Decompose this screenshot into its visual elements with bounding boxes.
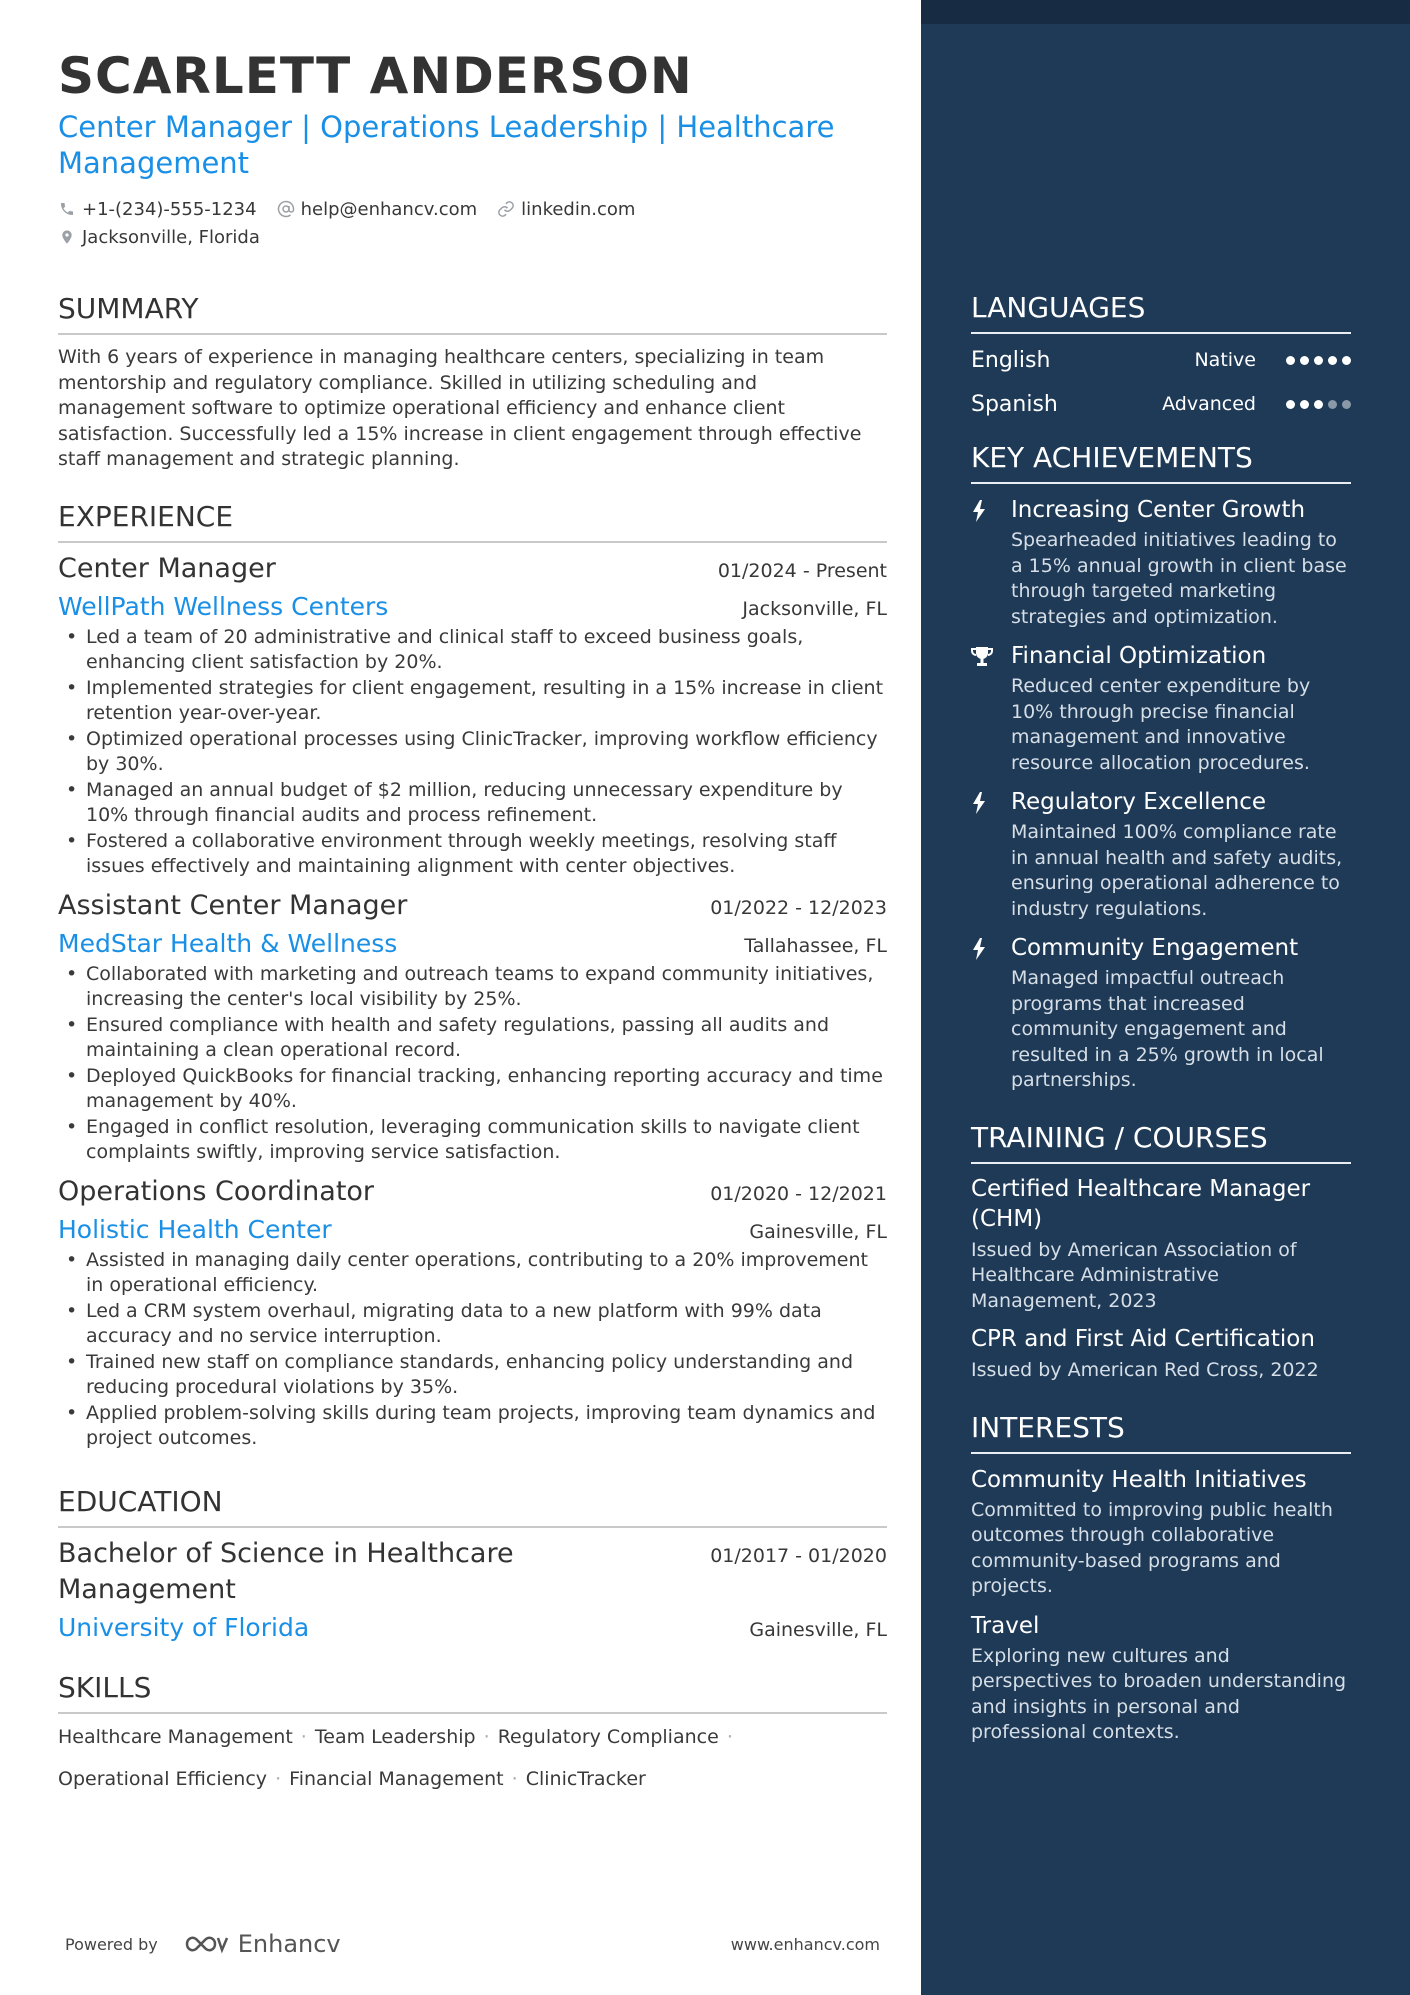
achievements-title: KEY ACHIEVEMENTS xyxy=(971,440,1351,484)
school-name: University of Florida xyxy=(58,1612,310,1642)
sidebar-top-band xyxy=(921,0,1410,24)
enhancv-brand: Enhancv xyxy=(237,1930,341,1958)
summary-text: With 6 years of experience in managing healthcare centers, specializing in team mentorship and regulatory compliance. Skilled in utilizing scheduling and management software to optimize operational efficiency and enhance client satisfaction. Successfully led a 15% increase in client engagement through effective staff management and strategic planning. xyxy=(58,346,862,470)
interest-item xyxy=(971,1464,1351,1600)
company-name: WellPath Wellness Centers xyxy=(58,591,389,621)
interest-desc: Exploring new cultures and perspectives to broaden understanding and insights in personal and professional contexts. xyxy=(971,1644,1347,1743)
enhancv-logo-icon xyxy=(184,1932,230,1956)
sidebar xyxy=(921,0,1410,1995)
bullet-item: • Applied problem-solving skills during team projects, improving team dynamics and project outcomes. xyxy=(58,1401,887,1452)
bullet-item: • Collaborated with marketing and outreach teams to expand community initiatives, increasing the center's local visibility by 25%. xyxy=(58,962,887,1013)
proficiency-dots xyxy=(1286,400,1351,409)
skill-item: Healthcare Management xyxy=(58,1725,293,1748)
bullet-item: • Deployed QuickBooks for financial tracking, enhancing reporting accuracy and time management by 40%. xyxy=(58,1064,887,1115)
headline: Center Manager | Operations Leadership | Healthcare Management xyxy=(58,110,835,180)
course-desc: Issued by American Association of Healthcare Administrative Management, 2023 xyxy=(971,1238,1297,1312)
linkedin-contact[interactable] xyxy=(497,199,635,220)
job-bullets xyxy=(58,625,887,880)
course-title: CPR and First Aid Certification xyxy=(971,1326,1315,1352)
degree-title: Bachelor of Science in Healthcare Management xyxy=(58,1537,514,1605)
bullet-item: • Led a team of 20 administrative and clinical staff to exceed business goals, enhancing client satisfaction by 20%. xyxy=(58,625,887,676)
achievement-desc: Maintained 100% compliance rate in annual health and safety audits, ensuring operational adherence to industry regulations. xyxy=(1011,821,1343,920)
bullet-item: • Ensured compliance with health and safety regulations, passing all audits and maintaining a clean operational record. xyxy=(58,1013,887,1064)
job-date: 01/2020 - 12/2021 xyxy=(710,1182,887,1205)
bolt-icon xyxy=(971,932,1011,1094)
enhancv-logo[interactable] xyxy=(184,1930,341,1958)
candidate-name: SCARLETT ANDERSON xyxy=(58,47,693,105)
experience-section xyxy=(58,499,887,1452)
footer-url[interactable]: www.enhancv.com xyxy=(730,1934,880,1954)
company-name: MedStar Health & Wellness xyxy=(58,928,398,958)
languages-title: LANGUAGES xyxy=(971,290,1351,334)
achievement-item xyxy=(971,640,1351,776)
skill-item: Financial Management xyxy=(289,1767,504,1790)
interest-item xyxy=(971,1610,1351,1746)
skill-item: Regulatory Compliance xyxy=(497,1725,719,1748)
school-location: Gainesville, FL xyxy=(749,1618,887,1641)
job-location: Tallahassee, FL xyxy=(744,934,887,957)
phone-icon xyxy=(58,200,76,218)
location-text: Jacksonville, Florida xyxy=(82,226,260,248)
achievement-item xyxy=(971,932,1351,1094)
interests-section xyxy=(971,1410,1351,1746)
trophy-icon xyxy=(971,640,1011,776)
job-bullets xyxy=(58,962,887,1166)
company-name: Holistic Health Center xyxy=(58,1214,332,1244)
achievement-desc: Reduced center expenditure by 10% through precise financial management and innovative resource allocation procedures. xyxy=(1011,675,1311,774)
job-entry xyxy=(58,888,887,1166)
interest-title: Travel xyxy=(971,1612,1040,1639)
job-title: Center Manager xyxy=(58,552,276,584)
training-title: TRAINING / COURSES xyxy=(971,1120,1351,1164)
course-item xyxy=(971,1174,1351,1315)
languages-section xyxy=(971,290,1351,426)
interests-title: INTERESTS xyxy=(971,1410,1351,1454)
bullet-item: • Optimized operational processes using ClinicTracker, improving workflow efficiency by 30%. xyxy=(58,727,887,778)
course-title: Certified Healthcare Manager (CHM) xyxy=(971,1175,1311,1232)
education-date: 01/2017 - 01/2020 xyxy=(710,1544,887,1567)
achievements-section xyxy=(971,440,1351,1094)
proficiency-dots xyxy=(1286,356,1351,365)
skills-title: SKILLS xyxy=(58,1670,887,1714)
bullet-item: • Managed an annual budget of $2 million, reducing unnecessary expenditure by 10% through financial audits and process refinement. xyxy=(58,778,887,829)
experience-title: EXPERIENCE xyxy=(58,499,887,543)
achievement-title: Financial Optimization xyxy=(1011,643,1267,669)
bullet-item: • Assisted in managing daily center operations, contributing to a 20% improvement in operational efficiency. xyxy=(58,1248,887,1299)
bullet-item: • Engaged in conflict resolution, leveraging communication skills to navigate client complaints swiftly, improving service satisfaction. xyxy=(58,1115,887,1166)
language-name: Spanish xyxy=(971,391,1058,417)
achievement-desc: Spearheaded initiatives leading to a 15% annual growth in client base through targeted marketing strategies and optimization. xyxy=(1011,529,1347,628)
skills-line: Healthcare Management · Team Leadership · Regulatory Compliance · xyxy=(58,1725,733,1748)
language-name: English xyxy=(971,347,1051,373)
contact-info xyxy=(58,195,887,251)
language-level: Advanced xyxy=(1162,393,1256,415)
achievement-title: Regulatory Excellence xyxy=(1011,789,1267,815)
job-date: 01/2024 - Present xyxy=(717,559,887,582)
job-bullets xyxy=(58,1248,887,1452)
training-section xyxy=(971,1120,1351,1384)
achievement-title: Increasing Center Growth xyxy=(1011,497,1306,523)
skills-line: Operational Efficiency · Financial Management · ClinicTracker xyxy=(58,1767,646,1790)
education-title: EDUCATION xyxy=(58,1484,887,1528)
summary-title: SUMMARY xyxy=(58,291,887,335)
bolt-icon xyxy=(971,786,1011,922)
job-location: Gainesville, FL xyxy=(749,1220,887,1243)
powered-by-label: Powered by xyxy=(65,1934,158,1954)
job-title: Assistant Center Manager xyxy=(58,889,408,921)
phone-contact xyxy=(58,199,257,220)
achievement-item xyxy=(971,786,1351,922)
job-title: Operations Coordinator xyxy=(58,1175,375,1207)
skill-item: Operational Efficiency xyxy=(58,1767,268,1790)
summary-section xyxy=(58,291,887,473)
course-desc: Issued by American Red Cross, 2022 xyxy=(971,1359,1319,1381)
bullet-item: • Trained new staff on compliance standards, enhancing policy understanding and reducing procedural violations by 35%. xyxy=(58,1350,887,1401)
job-location: Jacksonville, FL xyxy=(742,597,887,620)
education-section xyxy=(58,1484,887,1644)
interest-title: Community Health Initiatives xyxy=(971,1466,1307,1493)
bullet-item: • Fostered a collaborative environment through weekly meetings, resolving staff issues effectively and maintaining alignment with center objectives. xyxy=(58,829,887,880)
skill-item: ClinicTracker xyxy=(525,1767,646,1790)
powered-by xyxy=(65,1930,341,1958)
interest-desc: Committed to improving public health outcomes through collaborative community-based programs and projects. xyxy=(971,1498,1333,1597)
achievement-desc: Managed impactful outreach programs that increased community engagement and resulted in a 25% growth in local partnerships. xyxy=(1011,967,1324,1091)
language-item xyxy=(971,382,1351,426)
achievement-item xyxy=(971,494,1351,630)
linkedin-link[interactable]: linkedin.com xyxy=(521,198,636,220)
job-entry xyxy=(58,551,887,880)
email-contact[interactable] xyxy=(277,199,478,220)
bullet-item: • Led a CRM system overhaul, migrating data to a new platform with 99% data accuracy and no service interruption. xyxy=(58,1299,887,1350)
skills-section xyxy=(58,1670,887,1800)
at-sign-icon xyxy=(277,200,295,218)
bullet-item: • Implemented strategies for client engagement, resulting in a 15% increase in client retention year-over-year. xyxy=(58,676,887,727)
location-contact xyxy=(58,227,260,248)
job-entry xyxy=(58,1174,887,1452)
education-entry xyxy=(58,1536,887,1644)
email-link[interactable]: help@enhancv.com xyxy=(300,198,478,220)
language-level: Native xyxy=(1194,349,1256,371)
bolt-icon xyxy=(971,494,1011,630)
course-item xyxy=(971,1324,1351,1384)
map-pin-icon xyxy=(58,228,76,246)
footer xyxy=(65,1930,880,1958)
language-item xyxy=(971,338,1351,382)
link-icon xyxy=(497,200,515,218)
skill-item: Team Leadership xyxy=(314,1725,476,1748)
job-date: 01/2022 - 12/2023 xyxy=(710,896,887,919)
phone-text: +1-(234)-555-1234 xyxy=(82,198,257,220)
achievement-title: Community Engagement xyxy=(1011,935,1299,961)
